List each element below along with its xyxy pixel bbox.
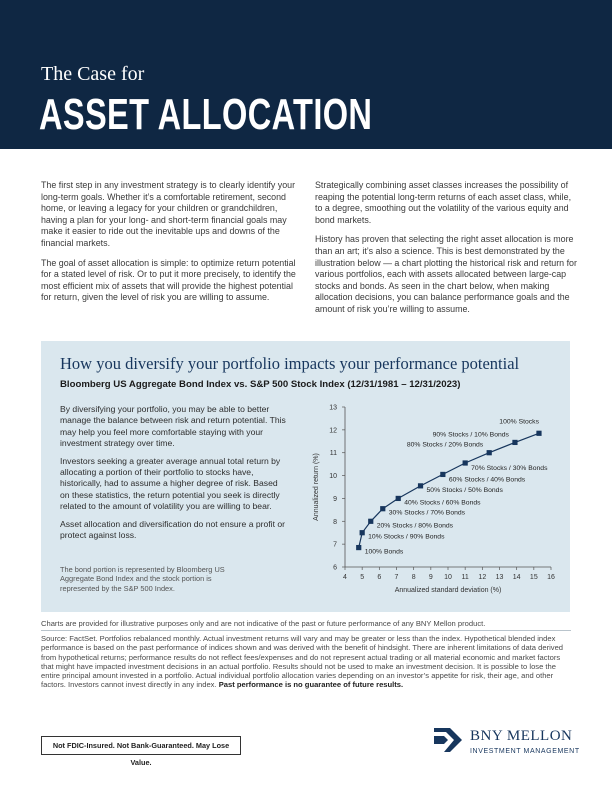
intro-paragraph: The first step in any investment strategy is to clearly identify your long-term goals. Whether it’s a comfortable retirement, second home, or leaving a legacy for your children or grandchildren, having a plan for your long- and short-term financial goals may make it easier to ride out the inevitable ups and downs of the financial markets. (41, 180, 296, 248)
page-header (0, 0, 612, 149)
x-tick-label: 5 (360, 574, 365, 581)
bny-mellon-logo-icon (432, 726, 466, 754)
footer-disclosures (41, 619, 571, 691)
data-point (463, 460, 468, 465)
intro-paragraph: Strategically combining asset classes increases the possibility of reaping the potential long-term returns of each asset class, while, to a degree, smoothing out the volatility of the various equity and bond markets. (315, 180, 572, 225)
source-text: Source: FactSet. Portfolios rebalanced monthly. Actual investment returns will vary and may be greater or less than the index. Hypothetical blended index performance is based on the past performance of indices shown and was derived with the benefit of hindsight. There are inherent limitations of data derived from hypothetical returns; performance results do not reflect fees/expenses and do not represent actual trading or all material economic and market factors that might have impacted investment decisions in an actual portfolio. Results should not be used to make an investment decision. It is possible to lose the entire principal amount invested in a portfolio. Actual individual portfolio allocation varies depending on an investor’s appetite for risk, their age, and other factors. Investors cannot invest directly in any index. (41, 634, 564, 690)
x-tick-label: 13 (495, 574, 504, 581)
x-axis-label: Annualized standard deviation (%) (394, 587, 502, 594)
diversification-panel (41, 341, 570, 612)
intro-paragraph: The goal of asset allocation is simple: to optimize return potential for a stated level of risk. Or to put it more precisely, to identify the most efficient mix of assets that will provide the highest potential for return, given the level of risk you are willing to assume. (41, 257, 296, 303)
logo-subtitle: INVESTMENT MANAGEMENT (470, 748, 580, 755)
fdic-disclaimer-box: Not FDIC-Insured. Not Bank-Guaranteed. May Lose Value. (41, 736, 241, 755)
panel-body (60, 404, 286, 547)
data-label: 100% Bonds (364, 548, 404, 556)
x-tick-label: 4 (343, 574, 347, 581)
x-tick-label: 6 (377, 574, 382, 581)
x-tick-label: 15 (529, 574, 538, 581)
data-label: 90% Stocks / 10% Bonds (432, 431, 509, 439)
y-tick-label: 6 (333, 564, 337, 572)
panel-subtitle: Bloomberg US Aggregate Bond Index vs. S&P 500 Stock Index (12/31/1981 – 12/31/2023) (60, 379, 461, 390)
data-label: 80% Stocks / 20% Bonds (406, 441, 484, 449)
intro-paragraph: History has proven that selecting the right asset allocation is more than an art; it’s also a science. This is best demonstrated by the illustration below — a chart plotting the historical risk and return for various portfolios, each with assets allocated between large-cap stocks and bonds. As seen in the chart below, when making allocation decisions, you can balance performance goals and the amount of risk you’re willing to assume. (315, 234, 577, 314)
data-point (536, 431, 541, 436)
source-note (41, 634, 571, 689)
logo-name: BNY MELLON (470, 728, 573, 744)
x-tick-label: 10 (444, 574, 452, 581)
data-label: 20% Stocks / 80% Bonds (376, 522, 454, 530)
data-label: 100% Stocks (499, 418, 539, 426)
panel-note: The bond portion is represented by Bloomberg US Aggregate Bond Index and the stock portion is represented by the S&P 500 Index. (60, 565, 225, 593)
y-axis-label: Annualized return (%) (313, 453, 320, 521)
header-pre-title: The Case for (41, 63, 145, 85)
x-tick-label: 12 (478, 574, 487, 581)
y-tick-label: 10 (329, 473, 337, 481)
y-tick-label: 7 (333, 541, 337, 549)
data-label: 30% Stocks / 70% Bonds (388, 509, 466, 517)
panel-paragraph: By diversifying your portfolio, you may be able to better manage the balance between risk and return potential. This may help you feel more comfortable staying with your investment strategy over time. (60, 404, 286, 449)
past-performance-note: Past performance is no guarantee of future results. (218, 680, 404, 690)
panel-paragraph: Asset allocation and diversification do not ensure a profit or protect against loss. (60, 518, 285, 541)
y-tick-label: 8 (333, 518, 337, 526)
panel-title: How you diversify your portfolio impacts your performance potential (60, 354, 520, 373)
panel-paragraph: Investors seeking a greater average annual total return by allocating a portion of their portfolio to stocks have, historically, had to assume a higher degree of risk. Based on these statistics, the return potential you seek is directly related to the amount of volatility you are willing to bear. (60, 455, 281, 512)
data-label: 40% Stocks / 60% Bonds (404, 499, 481, 507)
x-tick-label: 16 (547, 574, 555, 581)
data-point (380, 506, 385, 511)
data-point (512, 440, 517, 445)
footer-divider (41, 630, 571, 631)
data-label: 70% Stocks / 30% Bonds (471, 465, 548, 472)
data-label: 50% Stocks / 50% Bonds (426, 486, 503, 494)
data-point (487, 450, 492, 455)
data-point (368, 519, 373, 524)
data-point (418, 483, 423, 488)
y-tick-label: 13 (329, 404, 337, 412)
intro-left-column (41, 180, 303, 312)
intro-right-column (315, 180, 577, 324)
x-tick-label: 7 (394, 574, 399, 581)
data-point (396, 496, 401, 501)
data-point (440, 472, 445, 477)
header-title: ASSET ALLOCATION (39, 90, 373, 139)
data-label: 60% Stocks / 40% Bonds (448, 476, 526, 484)
y-tick-label: 12 (329, 427, 337, 435)
x-tick-label: 8 (411, 574, 416, 581)
y-tick-label: 11 (329, 450, 337, 458)
chart-disclaimer: Charts are provided for illustrative purposes only and are not indicative of the past or future performance of any BNY Mellon product. (41, 619, 486, 628)
y-tick-label: 9 (333, 495, 337, 503)
x-tick-label: 9 (428, 574, 433, 581)
bny-mellon-logo (432, 726, 582, 762)
x-tick-label: 11 (461, 574, 469, 581)
data-point (360, 530, 365, 535)
x-tick-label: 14 (512, 574, 521, 581)
data-label: 10% Stocks / 90% Bonds (368, 533, 445, 541)
risk-return-chart (303, 399, 561, 599)
data-point (356, 545, 361, 550)
